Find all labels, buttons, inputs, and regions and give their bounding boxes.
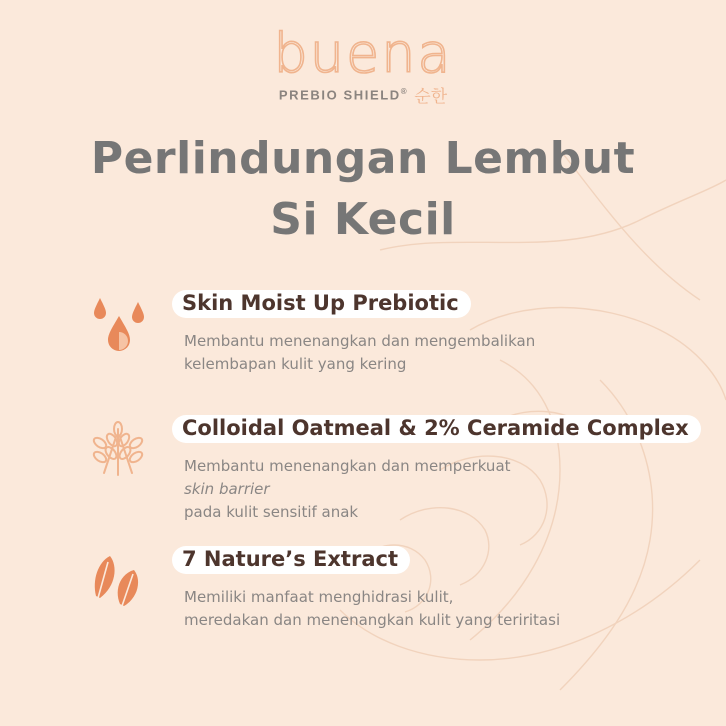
- feature-description-line: [184, 455, 511, 501]
- korean-label: 순한: [414, 87, 448, 107]
- feature-description-text: Membantu menenangkan dan memperkuat: [184, 457, 511, 475]
- feature-description: [184, 455, 511, 524]
- leaves-icon: [86, 548, 150, 612]
- registered-mark: ®: [400, 86, 409, 96]
- feature-description-line: Memiliki manfaat menghidrasi kulit,: [184, 588, 454, 606]
- feature-description-line: kelembapan kulit yang kering: [184, 355, 407, 373]
- feature-title: Skin Moist Up Prebiotic: [172, 290, 471, 318]
- feature-title: 7 Nature’s Extract: [172, 546, 410, 574]
- feature-title: Colloidal Oatmeal & 2% Ceramide Complex: [172, 415, 701, 443]
- feature-description-line: pada kulit sensitif anak: [184, 503, 359, 521]
- product-line-text: PREBIO SHIELD: [278, 87, 401, 103]
- headline-line-1: Perlindungan Lembut: [90, 133, 636, 184]
- drops-icon: [86, 292, 150, 356]
- feature-description: [184, 330, 535, 376]
- feature-skin-moist: [0, 290, 726, 390]
- headline: [0, 128, 726, 250]
- feature-description-line: Membantu menenangkan dan mengembalikan: [184, 332, 536, 350]
- feature-description-emphasis: skin barrier: [184, 480, 270, 498]
- brand-wordmark: buena: [273, 22, 453, 85]
- brand-logo: [0, 24, 726, 107]
- feature-oatmeal-ceramide: [0, 415, 726, 521]
- headline-line-2: Si Kecil: [270, 194, 456, 245]
- oat-grain-icon: [86, 415, 150, 479]
- product-line-name: [279, 87, 408, 102]
- feature-description-line: meredakan dan menenangkan kulit yang teriritasi: [184, 611, 561, 629]
- feature-nature-extract: [0, 546, 726, 646]
- brand-subline: [0, 82, 726, 107]
- feature-description: [184, 586, 560, 632]
